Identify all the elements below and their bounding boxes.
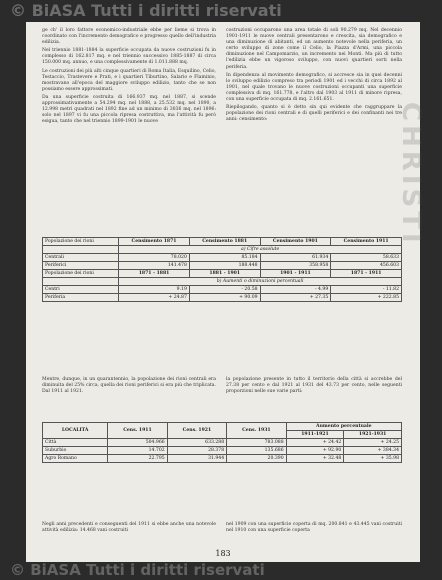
- mid-left-text: [42, 377, 216, 397]
- table-header: Cens. 1911: [108, 423, 167, 439]
- cell: Periferici: [43, 262, 119, 270]
- cell: + 35.98: [344, 455, 402, 463]
- cell: 633.288: [167, 439, 226, 447]
- paragraph: la popolazione presente in tutto il territorio della città si accrebbe del 27.38 per cento e dal 1921 al 1931 del 43.73 per cento, nelle seguenti proporzioni nelle sue varie parti:: [226, 377, 402, 395]
- cell: 85.184: [189, 254, 260, 262]
- cell: + 90.09: [189, 294, 260, 302]
- cell: Agro Romano: [43, 455, 108, 463]
- table-row: [43, 254, 402, 262]
- cell: + 32.48: [286, 455, 344, 463]
- cell: Suburbio: [43, 447, 108, 455]
- paragraph: Mentre, dunque, in un quarantennio, la popolazione dei rioni centrali era diminuita del 25% circa, quella dei rioni periferici si era più che triplicata. Dal 1911 al 1921.: [42, 377, 216, 395]
- cell: Centrali: [43, 254, 119, 262]
- cell: 9.19: [119, 286, 190, 294]
- paragraph: costruzioni occuparono una area totale di soli 90.279 mq. Nel decennio 1901-1911 le nuove centrali presentarono e crescita, sia demografico e una diminuzione di abitanti, ed un aumento notevole nella periferia, un certo sviluppo di zone come il Celio, la Piazza d'Armi, una piccola diminuzione nel Campomarzio, un incremento nei Monti. Ma più di tutto l'edilizia ebbe un vigoroso sviluppo, con nuovi quartieri sorti nella periferia.: [226, 28, 402, 70]
- table-header: Popolazione dei rioni: [43, 238, 119, 246]
- table-row: [43, 286, 402, 294]
- document-page: [26, 22, 426, 562]
- locality-table: [42, 422, 402, 463]
- table-header: 1881 - 1901: [189, 270, 260, 278]
- cell: Centri: [43, 286, 119, 294]
- watermark-bottom: © BiASA Tutti i diritti riservati: [10, 561, 265, 579]
- paragraph: ge ch' il loro fattore economico-industriale ebbe per lieme si trova in coordinato con l'incremento demografico e progresso quello dell'industria edilizia.: [42, 28, 216, 46]
- paragraph: nel 1909 con una superficie coperta di mq. 200.841 e 43.445 vani costruiti nel 1910 con una superficie coperta: [226, 522, 402, 534]
- cell: + 24.87: [119, 294, 190, 302]
- population-table: [42, 237, 402, 302]
- table-header: Cens. 1921: [167, 423, 226, 439]
- cell: 22.795: [108, 455, 167, 463]
- mid-right-text: [226, 377, 402, 397]
- cell: 456.603: [331, 262, 402, 270]
- paragraph: Le costruzioni dei più alti cinque quartieri di Roma Italia, Esquilino, Celio, Testaccio, Trastevere e Prati, e i quartieri Tiburtino, Salario e Flaminio, mostravano all'epoca del maggiore sviluppo edilizio, tanto che se non possiamo essere approssimati.: [42, 68, 216, 92]
- cell: 188.448: [189, 262, 260, 270]
- cell: 31.944: [167, 455, 226, 463]
- table-header: Censimento 1871: [119, 238, 190, 246]
- paragraph: In dipendenza al movimento demografico, si accresce sia in quei decenni lo sviluppo edilizio compreso tra periodi 1901 ed i vecchi di circa 1892 al 1901, nel quale trovano le nuove costruzioni occupanti una superficie complessiva di mq. 161.778, e l'altro dal 1903 al 1911 di minore ripresa, con una superficie occupata di mq. 2.161.651.: [226, 72, 402, 103]
- table-header: Popolazione dei rioni: [43, 270, 119, 278]
- table-header: Censimento 1901: [260, 238, 331, 246]
- cell: + 384.34: [344, 447, 402, 455]
- bottom-left-text: [42, 522, 216, 536]
- table-section: b) Aumenti o diminuzioni percentuali: [119, 278, 402, 286]
- table-section: a) Cifre assolute: [119, 246, 402, 254]
- cell: 141.478: [119, 262, 190, 270]
- cell: - 11.82: [331, 286, 402, 294]
- cell: 783.088: [227, 439, 286, 447]
- cell: 61.934: [260, 254, 331, 262]
- cell: 20.390: [227, 455, 286, 463]
- table-row: [43, 455, 402, 463]
- cell: 504.966: [108, 439, 167, 447]
- cell: 358.958: [260, 262, 331, 270]
- cell: - 20.58: [189, 286, 260, 294]
- library-stamp: CHRISTI: [396, 102, 426, 247]
- table-header: Cens. 1931: [227, 423, 286, 439]
- paragraph: Da una superficie costruita di 166.937 mq. nel 1887, si scende approssimativamente a 54.294 mq. nel 1888, a 25.532 mq. nel 1890, a 12.998 metri quadrati nel 1892 fine ad un minimo di 3036 mq. nel 1896: solo nel 1897 vi fu una piccola ripresa costruttiva, ma l'attività fu però esigua, tanto che nel triennio 1899-1901 le nuove: [42, 94, 216, 125]
- cell: 58.633: [331, 254, 402, 262]
- table-row: [43, 262, 402, 270]
- paragraph: Nel triennio 1881-1884 la superficie occupata da nuove costruzioni fu in complesso di 162.817 mq. e nel triennio successivo 1885-1887 di circa 150.000 mq. annuo, e una complessivamente di 1.011.888 mq.: [42, 48, 216, 66]
- table-header: 1901 - 1911: [260, 270, 331, 278]
- table-header: 1871 - 1911: [331, 270, 402, 278]
- cell: Periferia: [43, 294, 119, 302]
- bottom-right-text: [226, 522, 402, 536]
- page-number: 183: [215, 549, 231, 558]
- cell: 14.702: [108, 447, 167, 455]
- cell: 28.378: [167, 447, 226, 455]
- table-row: [43, 439, 402, 447]
- left-column: [42, 28, 216, 127]
- cell: 135.686: [227, 447, 286, 455]
- cell: + 24.42: [286, 439, 344, 447]
- cell: - 4.99: [260, 286, 331, 294]
- table-row: [43, 294, 402, 302]
- cell: 78.020: [119, 254, 190, 262]
- table-header: 1921-1931: [344, 431, 402, 439]
- watermark-top: © BiASA Tutti i diritti riservati: [10, 1, 282, 20]
- table-header: 1871 - 1881: [119, 270, 190, 278]
- table-header: 1911-1921: [286, 431, 344, 439]
- paragraph: Riepilogando, quanto si è detto sin qui evidente che raggruppare la popolazione dei rioni centrali e di quelli periferici e dei confinanti nei tre anni: censimento:: [226, 105, 402, 123]
- table-header: LOCALITÀ: [43, 423, 108, 439]
- table-header: Censimento 1911: [331, 238, 402, 246]
- cell: + 222.85: [331, 294, 402, 302]
- cell: + 27.35: [260, 294, 331, 302]
- table-row: [43, 447, 402, 455]
- table-header: Aumento percentuale: [286, 423, 401, 431]
- paragraph: Negli anni precedenti e conseguenti del 1911 si ebbe anche una notevole attività edilizia: 14.468 vani costruiti: [42, 522, 216, 534]
- cell: Città: [43, 439, 108, 447]
- right-column: [226, 28, 402, 125]
- cell: + 92.90: [286, 447, 344, 455]
- table-header: Censimento 1881: [189, 238, 260, 246]
- cell: + 24.25: [344, 439, 402, 447]
